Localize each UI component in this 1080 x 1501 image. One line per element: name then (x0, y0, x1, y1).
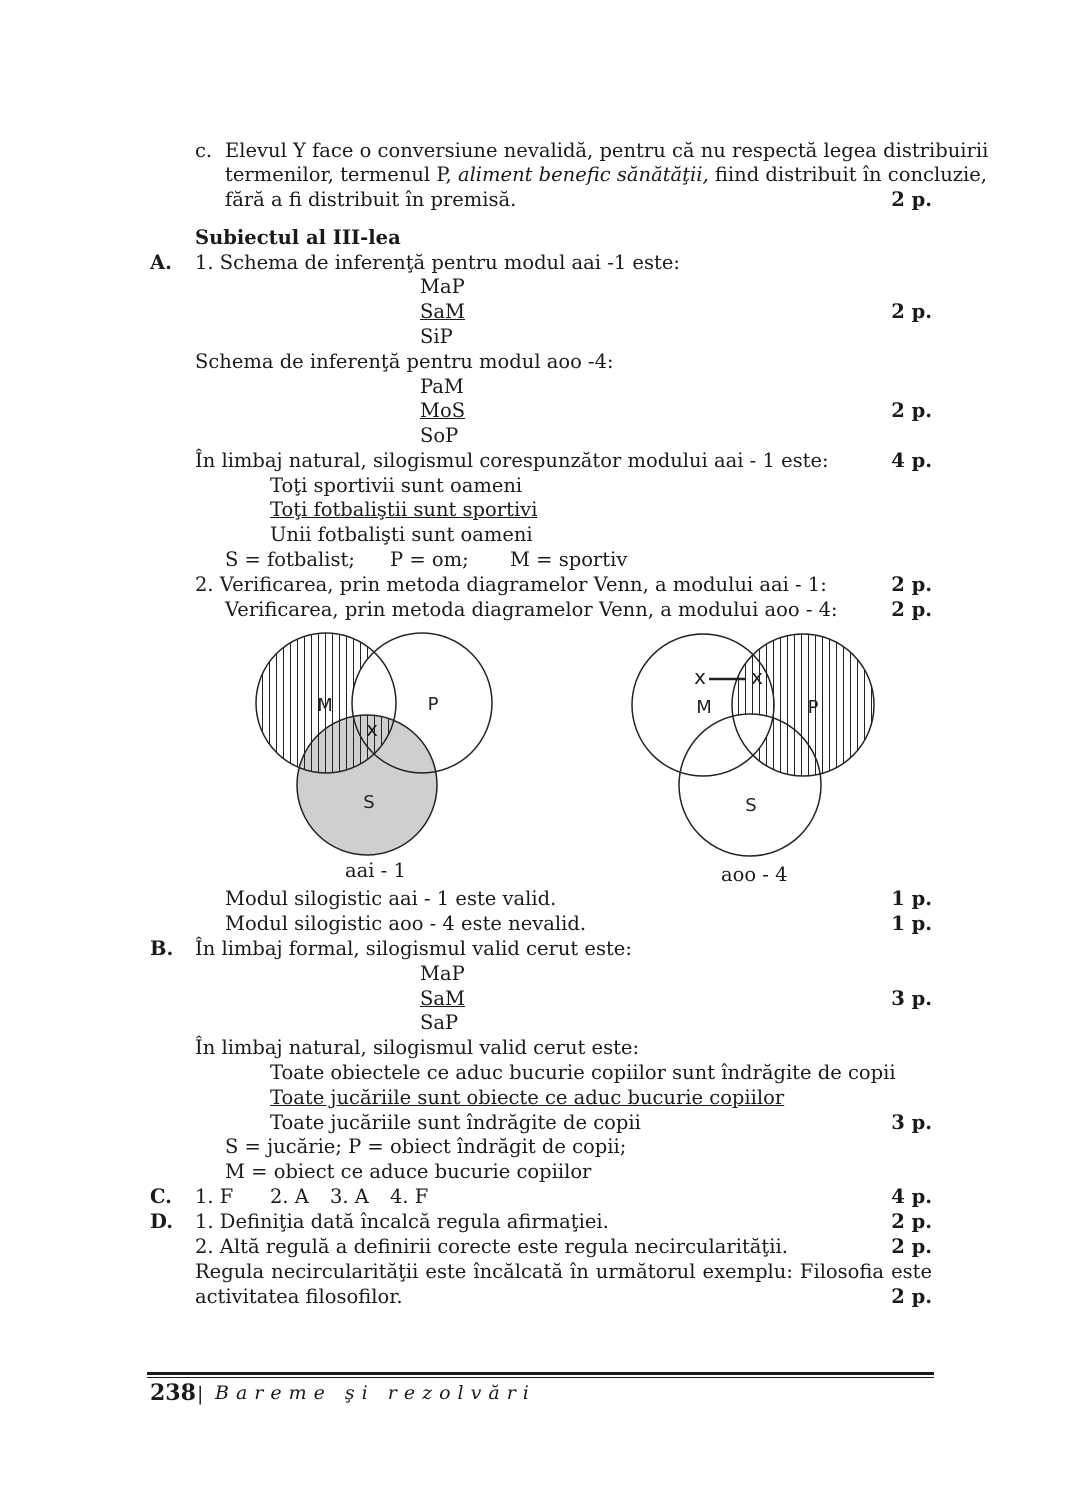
venn2-label-p: P (807, 697, 819, 718)
b-terms-line1: S = jucărie; P = obiect îndrăgit de copii; (225, 1135, 627, 1158)
page-number: 238 (150, 1380, 196, 1406)
c-points: 4 p. (891, 1185, 932, 1208)
c-answer-2: 2. A (270, 1185, 309, 1208)
d-line2: 2. Altă regulă a definirii corecte este regula necircularităţii. (195, 1235, 788, 1258)
d-line2-points: 2 p. (891, 1235, 932, 1258)
footer-rule-thick (147, 1372, 934, 1375)
venn1-label-m: M (317, 695, 333, 716)
venn2-label-m: M (696, 697, 712, 718)
item-c-line2 (225, 162, 987, 187)
a-q1-intro: 1. Schema de inferenţă pentru modul aai -1 este: (195, 251, 680, 274)
b-scheme-major: MaP (420, 962, 465, 985)
b-terms-line2: M = obiect ce aduce bucurie copiilor (225, 1160, 592, 1183)
a-q2-line1: 2. Verificarea, prin metoda diagramelor Venn, a modului aai - 1: (195, 573, 827, 596)
d-line4: activitatea filosofilor. (195, 1285, 403, 1308)
venn-diagrams (0, 620, 1080, 890)
a-q2-line2-points: 2 p. (891, 598, 932, 621)
venn1-caption: aai - 1 (345, 859, 406, 882)
a-natural-conclusion: Unii fotbalişti sunt oameni (270, 523, 533, 546)
d-line3: Regula necircularităţii este încălcată în următorul exemplu: Filosofia este (195, 1260, 932, 1283)
venn1-existence-mark: x (366, 717, 378, 741)
a-term-p: P = om; (390, 548, 469, 571)
b-formal-intro: În limbaj formal, silogismul valid cerut este: (195, 937, 632, 960)
a-scheme2-intro: Schema de inferenţă pentru modul aoo -4: (195, 350, 614, 373)
item-c-points: 2 p. (891, 188, 932, 211)
item-c-line2-pre: termenilor, termenul P, (225, 163, 458, 186)
section-d-label: D. (150, 1210, 174, 1233)
b-scheme-conclusion: SaP (420, 1011, 459, 1034)
item-c-line2-emphasis: aliment benefic sănătăţii, (457, 163, 709, 186)
a-q2-line2: Verificarea, prin metoda diagramelor Venn, a modului aoo - 4: (225, 598, 838, 621)
a-natural-intro: În limbaj natural, silogismul corespunzător modului aai - 1 este: (195, 449, 829, 472)
venn-diagram-aoo4 (632, 620, 900, 880)
a-scheme1-conclusion: SiP (420, 325, 453, 348)
a-valid-line: Modul silogistic aai - 1 este valid. (225, 887, 557, 910)
subject-title: Subiectul al III-lea (195, 226, 401, 249)
venn1-label-p: P (427, 694, 439, 715)
a-invalid-line: Modul silogistic aoo - 4 este nevalid. (225, 912, 587, 935)
a-scheme2-minor: MoS (420, 399, 466, 422)
a-natural-major: Toţi sportivii sunt oameni (270, 474, 523, 497)
venn-diagram-aai1 (256, 620, 500, 855)
d-line1-points: 2 p. (891, 1210, 932, 1233)
item-c-line3: fără a fi distribuit în premisă. (225, 188, 517, 211)
a-scheme2-major: PaM (420, 375, 464, 398)
b-natural-intro: În limbaj natural, silogismul valid cerut este: (195, 1036, 640, 1059)
c-answer-1: 1. F (195, 1185, 234, 1208)
a-natural-points: 4 p. (891, 449, 932, 472)
b-natural-points: 3 p. (891, 1111, 932, 1134)
d-line1: 1. Definiţia dată încalcă regula afirmaţiei. (195, 1210, 609, 1233)
footer-rule-thin (147, 1377, 934, 1378)
running-title: Bareme şi rezolvări (215, 1382, 536, 1404)
a-scheme2-points: 2 p. (891, 399, 932, 422)
venn1-label-s: S (363, 792, 375, 813)
a-scheme1-points: 2 p. (891, 300, 932, 323)
a-q2-line1-points: 2 p. (891, 573, 932, 596)
section-a-label: A. (150, 251, 172, 274)
b-scheme-points: 3 p. (891, 987, 932, 1010)
a-term-s: S = fotbalist; (225, 548, 355, 571)
venn2-existence-mark-right: x (751, 665, 763, 689)
c-answer-3: 3. A (330, 1185, 369, 1208)
b-natural-conclusion: Toate jucăriile sunt îndrăgite de copii (270, 1111, 641, 1134)
footer-separator: | (197, 1383, 204, 1405)
a-term-m: M = sportiv (510, 548, 628, 571)
b-scheme-minor: SaM (420, 987, 465, 1010)
section-c-label: C. (150, 1185, 172, 1208)
venn2-label-s: S (745, 795, 757, 816)
item-c-line1: Elevul Y face o conversiune nevalidă, pentru că nu respectă legea distribuirii (225, 139, 989, 162)
a-natural-minor: Toţi fotbaliştii sunt sportivi (270, 498, 538, 521)
d-line4-points: 2 p. (891, 1285, 932, 1308)
a-scheme1-major: MaP (420, 275, 465, 298)
a-scheme1-minor: SaM (420, 300, 465, 323)
a-scheme2-conclusion: SoP (420, 424, 459, 447)
item-c-label: c. (195, 139, 213, 162)
venn2-caption: aoo - 4 (721, 863, 788, 886)
venn2-existence-mark-left: x (694, 665, 706, 689)
a-invalid-points: 1 p. (891, 912, 932, 935)
b-natural-major: Toate obiectele ce aduc bucurie copiilor sunt îndrăgite de copii (270, 1061, 896, 1084)
a-valid-points: 1 p. (891, 887, 932, 910)
section-b-label: B. (150, 937, 174, 960)
b-natural-minor: Toate jucăriile sunt obiecte ce aduc bucurie copiilor (270, 1086, 785, 1109)
c-answer-4: 4. F (390, 1185, 429, 1208)
item-c-line2-post: fiind distribuit în concluzie, (708, 163, 987, 186)
